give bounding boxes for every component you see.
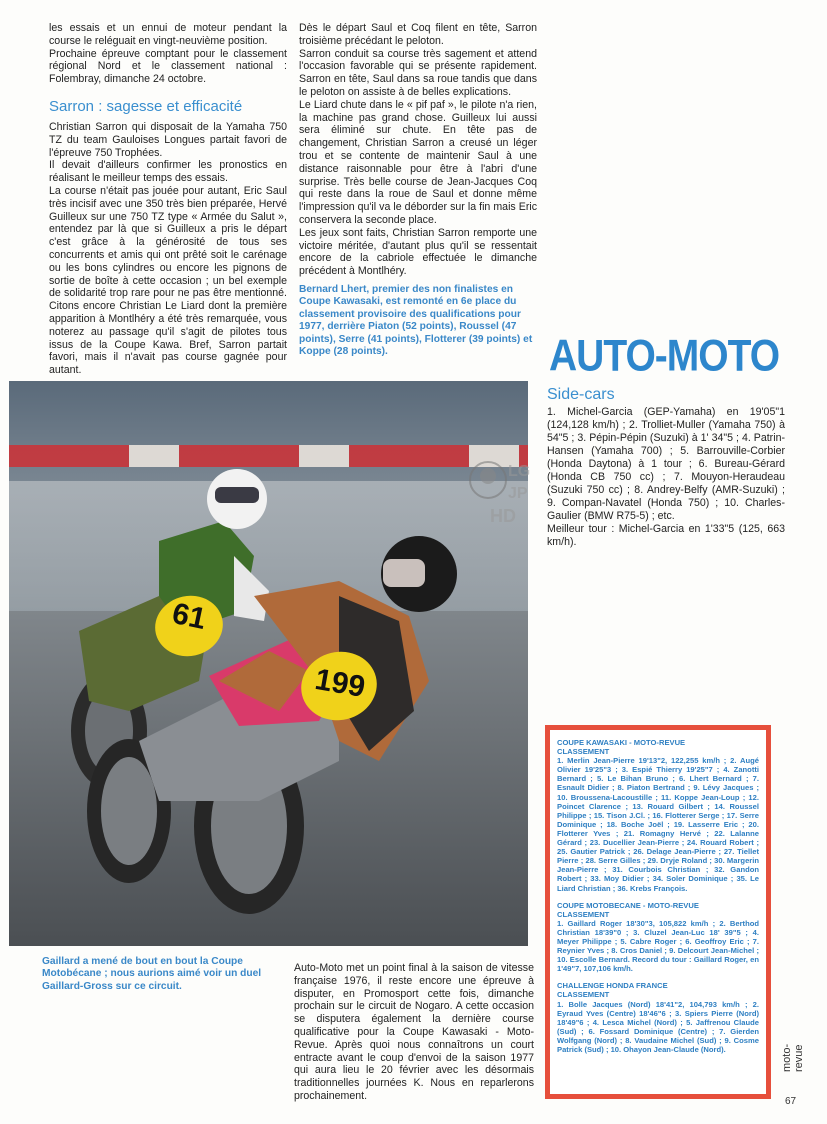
results-box — [545, 725, 771, 1099]
article-column-1 — [49, 22, 287, 377]
motorcycles-illustration — [9, 381, 531, 946]
paragraph: les essais et un ennui de moteur pendant la course le reléguait en vingt-neuvième position. — [49, 22, 287, 47]
results-heading: COUPE KAWASAKI - MOTO-REVUE — [557, 738, 686, 747]
svg-text:LG: LG — [508, 463, 531, 480]
paragraph: Le Liard chute dans le « pif paf », le pilote n'a rien, la machine pas grand chose. Guilleux lui aussi sera éliminé sur chute. En tête pas de changement, Christian Sarron a creusé un léger trou et se contente de maintenir Saul à une distance raisonnable pour être à l'abri d'une surprise. Très belle course de Jean-Jacques Coq qui reste dans la roue de Saul et donne même l'impression qu'il va le déborder sur la fin mais Eric conservera la seconde place. — [299, 98, 537, 226]
results-text: 1. Michel-Garcia (GEP-Yamaha) en 19'05"1 (124,128 km/h) ; 2. Trolliet-Muller (Yamaha 750) à 54"5 ; 3. Pépin-Pépin (Suzuki) à 1' 34"5 ; 4. Patrin-Hansen (Yamaha 700) ; 5. Barrouville-Corbier (Honda Daytona) à 1 tour ; 6. Bureau-Gérard (Honda CB 750 cc) ; 7. Mouyon-Heraudeau (Suzuki 750 cc) ; 8. Andrey-Belfy (AMR-Suzuki) ; 9. Compan-Navatel (Honda 750) ; 10. Charles-Gaulier (BMW R75-5) ; etc. — [547, 406, 785, 522]
results-section — [557, 738, 759, 893]
paragraph: La course n'était pas jouée pour autant, Eric Saul très incisif avec une 350 très bien préparée, Hervé Guilleux sur une 750 TZ type « Armée du Salut », entendez par là que si Guilleux a pris le départ c'est grâce à la générosité de tous ses concurrents et amis qui ont prêté soit le carénage ou les bons cylindres ou encore les pignons de sortie de boîte à cette occasion ; un bel exemple de solidarité trop rare pour ne pas être mentionné. Citons encore Christian Le Liard dont la première apparition à Montlhéry a été très remarquée, vous noterez au passage qu'il s'agit de pilotes tous issus de la Coupe Kawa. Bref, Sarron partait favori, mais il n'avait pas course gagnée pour autant. — [49, 184, 287, 377]
svg-text:HD: HD — [490, 506, 516, 526]
paragraph: Prochaine épreuve comptant pour le classement régional Nord et le classement national : Folembray, dimanche 24 octobre. — [49, 47, 287, 86]
sidecars-heading: Side-cars — [547, 386, 615, 403]
section-heading: Sarron : sagesse et efficacité — [49, 97, 243, 115]
paragraph: Sarron conduit sa course très sagement et attend l'occasion favorable qui se présente rapidement. Sarron en tête, Saul dans sa roue tandis que dans le peloton on assiste à de belles explications. — [299, 47, 537, 98]
sidecars-results — [547, 406, 785, 549]
paragraph: Dès le départ Saul et Coq filent en tête, Sarron troisième précédant le peloton. — [299, 22, 537, 47]
article-column-3 — [294, 962, 534, 1103]
race-number-61: 61 — [169, 596, 209, 637]
results-section — [557, 981, 759, 1054]
results-section — [557, 901, 759, 974]
results-text: 1. Gaillard Roger 18'30"3, 105,822 km/h ; 2. Berthod Christian 18'39"0 ; 3. Cluzel Jean-Luc 18' 39"5 ; 4. Meyer Philippe ; 5. Cabre Roger ; 6. Geoffroy Eric ; 7. Reynier Yves ; 8. Cros Daniel ; 9. Delcourt Jean-Michel ; 10. Escolle Bernard. Record du tour : Gaillard Roger, en 1'49"7, 107,106 km/h. — [557, 918, 759, 974]
paragraph: Christian Sarron qui disposait de la Yamaha 750 TZ du team Gauloises Longues partait favori de l'épreuve 750 Trophées. — [49, 120, 287, 159]
race-photo — [9, 381, 531, 946]
results-text: 1. Bolle Jacques (Nord) 18'41"2, 104,793 km/h ; 2. Eyraud Yves (Centre) 18'46"6 ; 3. Spiers Pierre (Nord) 18'49"6 ; 4. Lesca Michel (Nord) ; 5. Jaffrenou Claude (Sud) ; 6. Fossard Dominique (Centre) ; 7. Gierden Wolfgang (Nord) ; 8. Vaudaine Michel (Sud) ; 9. Cosme Patrick (Sud) ; 10. Ohayon Jean-Claude (Nord). — [557, 999, 759, 1054]
results-subheading: CLASSEMENT — [557, 990, 610, 1000]
results-subheading: CLASSEMENT — [557, 909, 610, 919]
results-subheading: CLASSEMENT — [557, 747, 610, 757]
photo-caption-lhert: Bernard Lhert, premier des non finalistes en Coupe Kawasaki, est remonté en 6e place du classement provisoire des qualifications pour 1977, derrière Piaton (52 points), Roussel (47 points), Serre (41 points), Flotterer (39 points) et Koppe (28 points). — [299, 283, 533, 357]
photo-caption-gaillard: Gaillard a mené de bout en bout la Coupe Motobécane ; nous aurions aimé voir un duel Gaillard-Gross sur ce circuit. — [42, 956, 262, 992]
best-lap-text: Meilleur tour : Michel-Garcia en 1'33"5 (125, 663 km/h). — [547, 523, 785, 548]
results-text: 1. Merlin Jean-Pierre 19'13"2, 122,255 km/h ; 2. Augé Olivier 19'25"3 ; 3. Espié Thierry 19'25"7 ; 4. Zanotti Bernard ; 5. Le Bihan Bruno ; 6. Lhert Bernard ; 7. Esnault Didier ; 8. Piaton Bertrand ; 9. Lévy Jacques ; 10. Broussena-Lacoustille ; 11. Koppe Jean-Loup ; 12. Poincet Clarence ; 13. Rouard Gilbert ; 14. Roussel Philippe ; 15. Tison J.Cl. ; 16. Flotterer Serge ; 17. Serre Dominique ; 18. Boche Joël ; 19. Lasserre Eric ; 20. Flotterer Yves ; 21. Romagny Hervé ; 22. Lalanne Gérard ; 23. Ducellier Jean-Pierre ; 24. Rouard Robert ; 25. Gautier Patrick ; 26. Delage Jean-Pierre ; 27. Tiellet Pierre ; 28. Serre Gilles ; 29. Dryje Roland ; 30. Margerin Jean-Pierre ; 31. Courbois Christian ; 32. Gandon Robert ; 33. Moy Didier ; 34. Soler Dominique ; 35. Le Liard Christian ; 36. Krebs François. — [557, 756, 759, 893]
svg-text:JP: JP — [508, 485, 528, 502]
paragraph: Les jeux sont faits, Christian Sarron remporte une victoire méritée, d'autant plus qu'il se ressentait encore de la cabriole effectuée le dimanche précédent à Montlhéry. — [299, 226, 537, 278]
race-number-199: 199 — [312, 662, 368, 705]
page-number: 67 — [785, 1096, 797, 1107]
article-column-2 — [299, 22, 537, 358]
results-heading: COUPE MOTOBECANE - MOTO-REVUE — [557, 900, 699, 910]
paragraph: Il devait d'ailleurs confirmer les pronostics en réalisant le meilleur temps des essais. — [49, 159, 287, 185]
paragraph: Auto-Moto met un point final à la saison de vitesse française 1976, il reste encore une épreuve à disputer, en Promosport cette fois, dimanche prochain sur le circuit de Nogaro. A cette occasion se disputera également la dernière course qualificative pour la Coupe Kawasaki - Moto-Revue. Après quoi nous connaîtrons un court entracte avant le coup d'envoi de la saison 1977 qui aura lieu le 20 février avec les désormais traditionnelles journées K. Nous en reparlerons prochainement. — [294, 962, 534, 1102]
results-heading: CHALLENGE HONDA FRANCE — [557, 981, 668, 991]
section-title-auto-moto: AUTO-MOTO — [549, 331, 780, 381]
watermark-logo — [466, 456, 544, 532]
magazine-name: moto-revue — [781, 1043, 805, 1072]
